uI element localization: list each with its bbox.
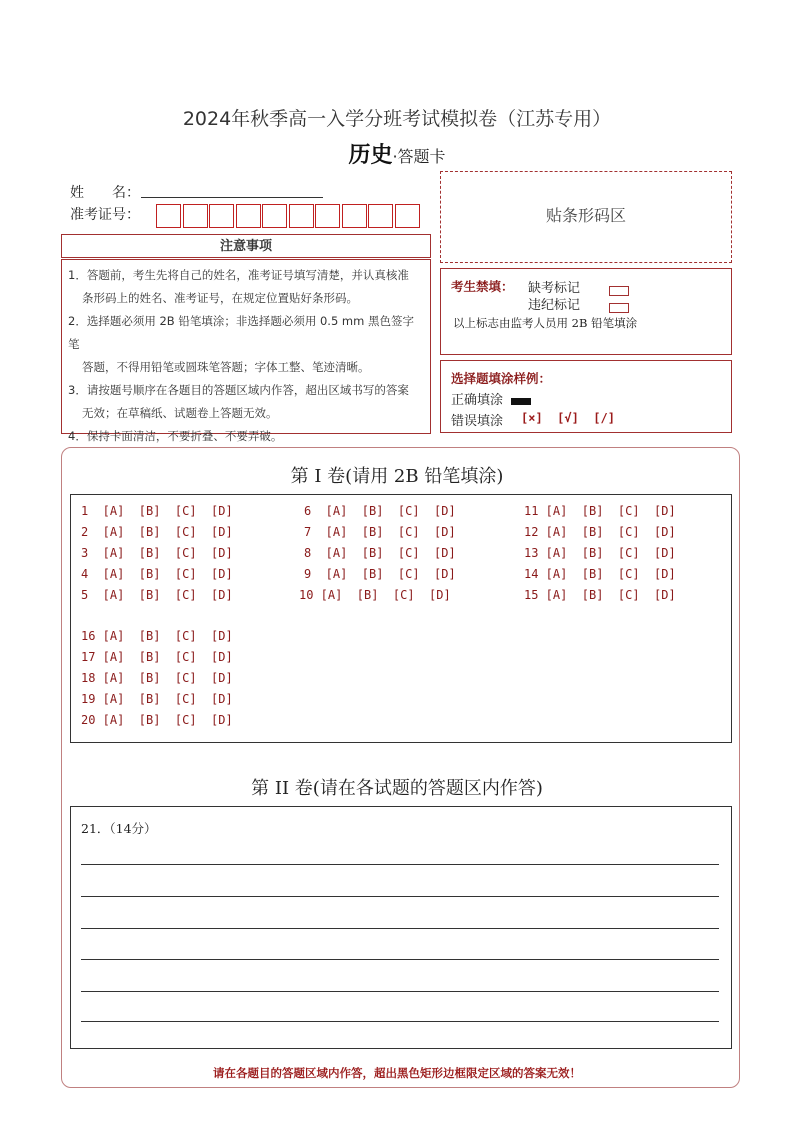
barcode-area[interactable]: 贴条形码区 [440, 171, 732, 263]
question-row[interactable]: 10 [A] [B] [C] [D] [299, 588, 451, 602]
notice-box [61, 259, 431, 443]
question-row[interactable]: 17 [A] [B] [C] [D] [81, 650, 233, 664]
answer-line[interactable] [81, 991, 719, 992]
question-row[interactable]: 15 [A] [B] [C] [D] [524, 588, 676, 602]
answer-line[interactable] [81, 864, 719, 865]
subject-heading [0, 138, 794, 169]
question-row[interactable]: 14 [A] [B] [C] [D] [524, 567, 676, 581]
name-label: 姓 名： [70, 185, 140, 201]
question-row[interactable]: 12 [A] [B] [C] [D] [524, 525, 676, 539]
question-row[interactable]: 8 [A] [B] [C] [D] [304, 546, 456, 560]
id-cell[interactable] [156, 204, 181, 228]
id-cell[interactable] [262, 204, 287, 228]
wrong-fill-samples: [×] [√] [/] [521, 411, 615, 425]
answer-line[interactable] [81, 1021, 719, 1022]
question-row[interactable]: 1 [A] [B] [C] [D] [81, 504, 233, 518]
answer-line[interactable] [81, 896, 719, 897]
notice-line: 2．选择题必须用 2B 铅笔填涂；非选择题必须用 0.5 mm 黑色签字笔 [68, 314, 414, 351]
id-cell[interactable] [209, 204, 234, 228]
notice-item [68, 264, 424, 310]
name-input-line[interactable] [141, 196, 323, 198]
id-cell[interactable] [183, 204, 208, 228]
notice-item [68, 425, 424, 448]
question-row[interactable]: 7 [A] [B] [C] [D] [304, 525, 456, 539]
correct-fill-sample [511, 398, 531, 405]
notice-line: 答题，不得用铅笔或圆珠笔答题；字体工整、笔迹清晰。 [82, 360, 370, 374]
fill-sample-box [440, 360, 732, 433]
question-row[interactable]: 16 [A] [B] [C] [D] [81, 629, 233, 643]
question-row[interactable]: 19 [A] [B] [C] [D] [81, 692, 233, 706]
exam-id-cells [156, 204, 421, 228]
question-row[interactable]: 18 [A] [B] [C] [D] [81, 671, 233, 685]
question-row[interactable]: 11 [A] [B] [C] [D] [524, 504, 676, 518]
question-row[interactable]: 3 [A] [B] [C] [D] [81, 546, 233, 560]
sample-title: 选择题填涂样例： [451, 371, 552, 386]
notice-item [68, 310, 424, 379]
proctor-marks-box [440, 268, 732, 355]
part1-title: 第 I 卷(请用 2B 铅笔填涂) [290, 466, 504, 487]
id-cell[interactable] [395, 204, 420, 228]
id-cell[interactable] [289, 204, 314, 228]
notice-line: 3．请按题号顺序在各题目的答题区域内作答，超出区域书写的答案 [68, 383, 409, 397]
page-title: 2024年秋季高一入学分班考试模拟卷（江苏专用） [182, 108, 612, 130]
question-row[interactable]: 9 [A] [B] [C] [D] [304, 567, 456, 581]
question-row[interactable]: 20 [A] [B] [C] [D] [81, 713, 233, 727]
question-row[interactable]: 6 [A] [B] [C] [D] [304, 504, 456, 518]
question-row[interactable]: 5 [A] [B] [C] [D] [81, 588, 233, 602]
violation-mark-box[interactable] [609, 303, 629, 313]
notice-line: 4．保持卡面清洁，不要折叠、不要弄破。 [68, 429, 283, 443]
subject-name: 历史 [348, 142, 393, 168]
footer-warning: 请在各题目的答题区域内作答，超出黑色矩形边框限定区域的答案无效！ [213, 1066, 581, 1080]
multiple-choice-box [70, 494, 732, 743]
notice-line: 条形码上的姓名、准考证号，在规定位置贴好条形码。 [82, 291, 358, 305]
forbid-note: 以上标志由监考人员用 2B 铅笔填涂 [453, 316, 638, 330]
absent-label: 缺考标记 [528, 281, 581, 296]
essay-answer-box[interactable] [70, 806, 732, 1049]
card-label: ·答题卡 [392, 147, 446, 166]
question-row[interactable]: 13 [A] [B] [C] [D] [524, 546, 676, 560]
question-row[interactable]: 4 [A] [B] [C] [D] [81, 567, 233, 581]
forbid-label: 考生禁填： [451, 279, 514, 294]
violation-label: 违纪标记 [528, 298, 581, 313]
question-row[interactable]: 2 [A] [B] [C] [D] [81, 525, 233, 539]
id-cell[interactable] [368, 204, 393, 228]
wrong-label: 错误填涂 [451, 414, 504, 429]
notice-line: 无效；在草稿纸、试题卷上答题无效。 [82, 406, 278, 420]
part2-title: 第 II 卷(请在各试题的答题区内作答) [251, 778, 543, 799]
absent-mark-box[interactable] [609, 286, 629, 296]
id-cell[interactable] [315, 204, 340, 228]
id-cell[interactable] [342, 204, 367, 228]
notice-heading: 注意事项 [61, 234, 431, 258]
id-cell[interactable] [236, 204, 261, 228]
notice-line: 1．答题前，考生先将自己的姓名，准考证号填写清楚，并认真核准 [68, 268, 409, 282]
question-21-label: 21．（14分） [81, 821, 157, 836]
exam-id-label: 准考证号： [70, 207, 140, 223]
correct-label: 正确填涂 [451, 393, 504, 408]
answer-line[interactable] [81, 959, 719, 960]
notice-item [68, 379, 424, 425]
answer-line[interactable] [81, 928, 719, 929]
